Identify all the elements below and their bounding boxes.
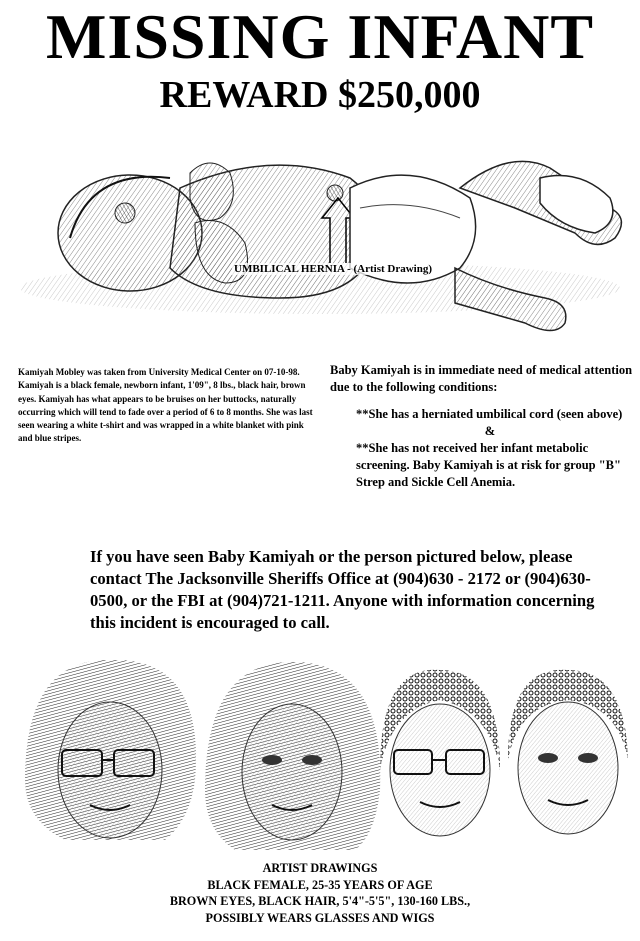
suspect-line-3: BROWN EYES, BLACK HAIR, 5'4"-5'5", 130-160 LBS., [169, 894, 471, 908]
contact-information: If you have seen Baby Kamiyah or the person pictured below, please contact The Jacksonville Sheriffs Office at (904)630 - 2172 or (904)630-0500, or the FBI at (904)721-1211. Anyone with information concerning this incident is encouraged to call. [90, 547, 595, 632]
medical-intro: Baby Kamiyah is in immediate need of medical attention due to the following conditions: [330, 363, 633, 394]
infant-drawing [0, 118, 640, 333]
sketch-3 [380, 670, 500, 836]
infant-description: Kamiyah Mobley was taken from University Medical Center on 07-10-98. Kamiyah is a black female, newborn infant, 1'09", 8 lbs., black hair, brown eyes. Kamiyah has what appears to be bruises on her buttocks, naturally occurring which will tend to fade over a period of 6 to 8 months. She was last seen wearing a white t-shirt and was wrapped in a white blanket with pink and blue stripes. [18, 367, 313, 444]
condition-screening: **She has not received her infant metabolic screening. Baby Kamiyah is at risk for group "B" Strep and Sickle Cell Anemia. [356, 441, 621, 489]
sketch-1 [25, 660, 196, 840]
sketch-4 [508, 670, 628, 834]
suspect-line-4: POSSIBLY WEARS GLASSES AND WIGS [205, 910, 435, 925]
condition-hernia: **She has a herniated umbilical cord (seen above) [356, 407, 623, 421]
suspect-description [0, 860, 640, 926]
reward-amount: REWARD $250,000 [159, 74, 481, 116]
suspect-line-1: ARTIST DRAWINGS [262, 861, 378, 875]
condition-separator: & [484, 424, 496, 438]
poster-title: MISSING INFANT [46, 1, 594, 72]
suspect-sketches [0, 660, 640, 855]
suspect-line-2: BLACK FEMALE, 25-35 YEARS OF AGE [207, 877, 433, 892]
sketch-2 [205, 662, 380, 850]
hernia-caption: UMBILICAL HERNIA - (Artist Drawing) [234, 263, 432, 275]
medical-needs [330, 362, 635, 491]
